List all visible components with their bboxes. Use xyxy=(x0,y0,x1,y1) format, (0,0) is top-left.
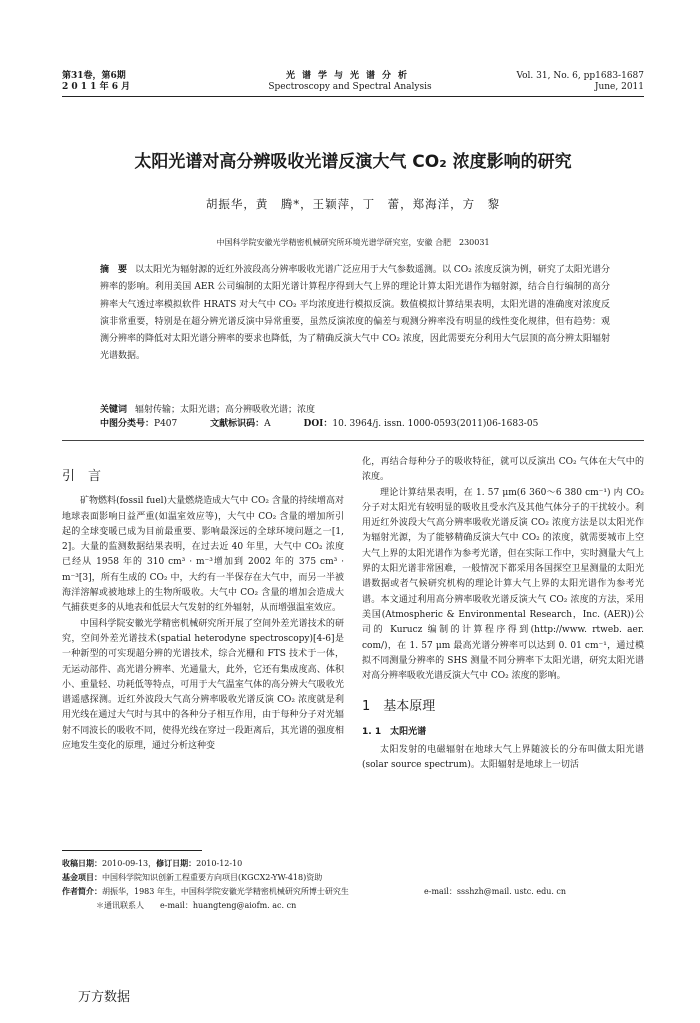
author-bio xyxy=(62,885,644,899)
paper-title: 太阳光谱对高分辨吸收光谱反演大气 CO₂ 浓度影响的研究 xyxy=(134,152,572,172)
watermark: 万方数据 xyxy=(78,990,131,1005)
section-1-heading: 1 基本原理 xyxy=(362,699,436,715)
journal-name-en: Spectroscopy and Spectral Analysis xyxy=(268,82,432,92)
abstract-label: 摘 要 xyxy=(100,265,128,275)
volume-line: 第31卷，第6期 xyxy=(62,71,126,81)
footnotes xyxy=(62,857,644,913)
received-dates xyxy=(62,857,644,871)
vol-pages: Vol. 31, No. 6, pp1683-1687 xyxy=(516,71,644,81)
author-bio-text: 胡振华，1983 年生，中国科学院安徽光学精密机械研究所博士研究生 xyxy=(102,887,349,896)
journal-issue-info xyxy=(62,71,130,93)
doc-code-label: 文献标识码： xyxy=(210,419,265,429)
corresponding-author xyxy=(62,899,644,913)
footnote-divider xyxy=(62,850,202,851)
fund-text: 中国科学院知识创新工程重要方向项目(KGCX2-YW-418)资助 xyxy=(102,873,323,882)
keywords xyxy=(100,404,610,417)
author-bio-label: 作者简介： xyxy=(62,887,102,896)
classification-line xyxy=(100,418,610,431)
corresponding-label: ＊通讯联系人 xyxy=(96,901,144,910)
intro-paragraph-2: 中国科学院安徽光学精密机械研究所开展了空间外差光谱技术的研究，空间外差光谱技术(spatial heterodyne spectroscopy)[4-6]是一种新型的可实现超分辨的光谱技术，综合光栅和 FTS 技术于一体，无运动部件、高光谱分辨率、光通量大，此外，它还有集成度高、体积小、重量轻、功耗低等特点，可用于大气温室气体的高分辨大气吸收光谱遥感探测。近红外波段大气高分辨率吸收光谱反演 CO₂ 浓度就是利用光线在通过大气时与其中的各种分子相互作用，由于每种分子对光辐射不同波长的吸收不同，使得光线在穿过一段距离后，其光谱的强度相应地发生变化的原理，通过分析这种变 xyxy=(62,618,344,752)
journal-name xyxy=(250,71,450,93)
clc-value: P407 xyxy=(154,419,178,429)
journal-volume-pages xyxy=(516,71,644,93)
fund-label: 基金项目： xyxy=(62,873,102,882)
right-paragraph-1: 化，再结合每种分子的吸收特征，就可以反演出 CO₂ 气体在大气中的浓度。 xyxy=(362,457,644,483)
keywords-label: 关键词 xyxy=(100,405,128,415)
abstract-text: 以太阳光为辐射源的近红外波段高分辨率吸收光谱广泛应用于大气参数遥测。以 CO₂ 浓度反演为例，研究了太阳光谱分辨率的影响。利用美国 AER 公司编制的太阳光谱计算程序得到大气上界的理论计算太阳光谱作为辐射源，结合自行编制的高分辨率大气透过率模拟软件 HRATS 对大气中 CO₂ 平均浓度进行模拟反演。数值模拟计算结果表明，太阳光谱的准确度对浓度反演非常重要，特别是在超分辨光谱反演中异常重要，虽然反演浓度的偏差与观测分辨率没有明显的线性变化规律，但有趋势：观测分辨率的降低对太阳光谱分辨率的要求也降低，为了精确反演大气中 CO₂ 浓度，因此需要充分利用大气层顶的高分辨太阳辐射光谱数据。 xyxy=(100,265,610,362)
month-year: June, 2011 xyxy=(594,82,644,92)
affiliation: 中国科学院安徽光学精密机械研究所环境光谱学研究室，安徽 合肥 230031 xyxy=(216,238,490,247)
abstract-divider xyxy=(62,440,644,441)
corresponding-email: e-mail：huangteng@aiofm. ac. cn xyxy=(160,901,297,910)
revised-label: 修订日期： xyxy=(156,859,197,868)
doi-label: DOI： xyxy=(303,419,333,429)
intro-heading: 引 言 xyxy=(62,469,102,484)
author-email: e-mail：ssshzh@mail. ustc. edu. cn xyxy=(424,887,567,896)
right-paragraph-2: 理论计算结果表明，在 1. 57 μm(6 360～6 380 cm⁻¹) 内 CO₂ 分子对太阳光有较明显的吸收且受水汽及其他气体分子的干扰较小。利用近红外波段大气高分辨率吸收光谱反演 CO₂ 浓度方法是以太阳光作为辐射光源，为了能够精确反演大气中 CO₂ 的浓度，就需要城市上空大气上界的太阳光谱作为参考光谱，但在实际工作中，实时测量大气上界的太阳光谱非常困难，一般情况下都采用各国探空卫星测量的太阳光谱数据或者气候研究机构的理论计算大气上界的太阳光谱作为参考光谱。本文通过利用高分辨率吸收光谱反演大气 CO₂ 浓度的方法，采用美国(Atmospheric & Environmental Research，Inc. (AER))公司的 Kurucz 编制的计算程序得到(http://www. rtweb. aer. com/)，在 1. 57 μm 最高光谱分辨率可以达到 0. 01 cm⁻¹，通过模拟不同测量分辨率的 SHS 测量不同分辨率下太阳光谱，研究太阳光谱对高分辨率吸收光谱反演大气中 CO₂ 浓度的影响。 xyxy=(362,487,644,682)
date-line: 2 0 1 1 年 6 月 xyxy=(62,82,131,92)
received-label: 收稿日期： xyxy=(62,859,102,868)
abstract xyxy=(100,262,610,366)
author-list: 胡振华，黄 腾*，王颖萍，丁 蕾，郑海洋，方 黎 xyxy=(205,197,501,211)
subsection-1-1-heading: 1. 1 太阳光谱 xyxy=(362,726,427,737)
doc-code-value: A xyxy=(264,419,271,429)
doi-value: 10. 3964/j. issn. 1000-0593(2011)06-1683-05 xyxy=(332,419,539,429)
received-date: 2010-09-13， xyxy=(102,859,157,868)
left-column xyxy=(62,455,344,754)
funding xyxy=(62,871,644,885)
journal-name-zh: 光谱学与光谱分析 xyxy=(285,71,414,81)
intro-paragraph-1: 矿物燃料(fossil fuel)大量燃烧造成大气中 CO₂ 含量的持续增高对地球表面影响日益严重(如温室效应等)，大气中 CO₂ 含量的增加所引起的全球变暖已成为目前最重要、影响最深远的全球环境问题之一[1, 2]。大量的监测数据结果表明，在过去近 40 年里，大气中 CO₂ 浓度已经从 1958 年的 310 cm³ · m⁻³增加到 2002 年的 375 cm³ · m⁻³[3]，所有生成的 CO₂ 中，大约有一半保存在大气中，而另一半被海洋溶解或被地球上的生物所吸收。大气中 CO₂ 含量的增加会造成大气捕获更多的从地表和低层大气发射的红外辐射，从而增强温室效应。 xyxy=(62,496,344,614)
revised-date: 2010-12-10 xyxy=(196,859,243,868)
right-column xyxy=(362,455,644,774)
header-divider xyxy=(62,96,644,97)
subsection-1-1-paragraph: 太阳发射的电磁辐射在地球大气上界随波长的分布叫做太阳光谱(solar source spectrum)。太阳辐射是地球上一切活 xyxy=(362,745,644,771)
clc-label: 中图分类号： xyxy=(100,419,155,429)
keywords-text: 辐射传输；太阳光谱；高分辨吸收光谱；浓度 xyxy=(135,405,316,415)
